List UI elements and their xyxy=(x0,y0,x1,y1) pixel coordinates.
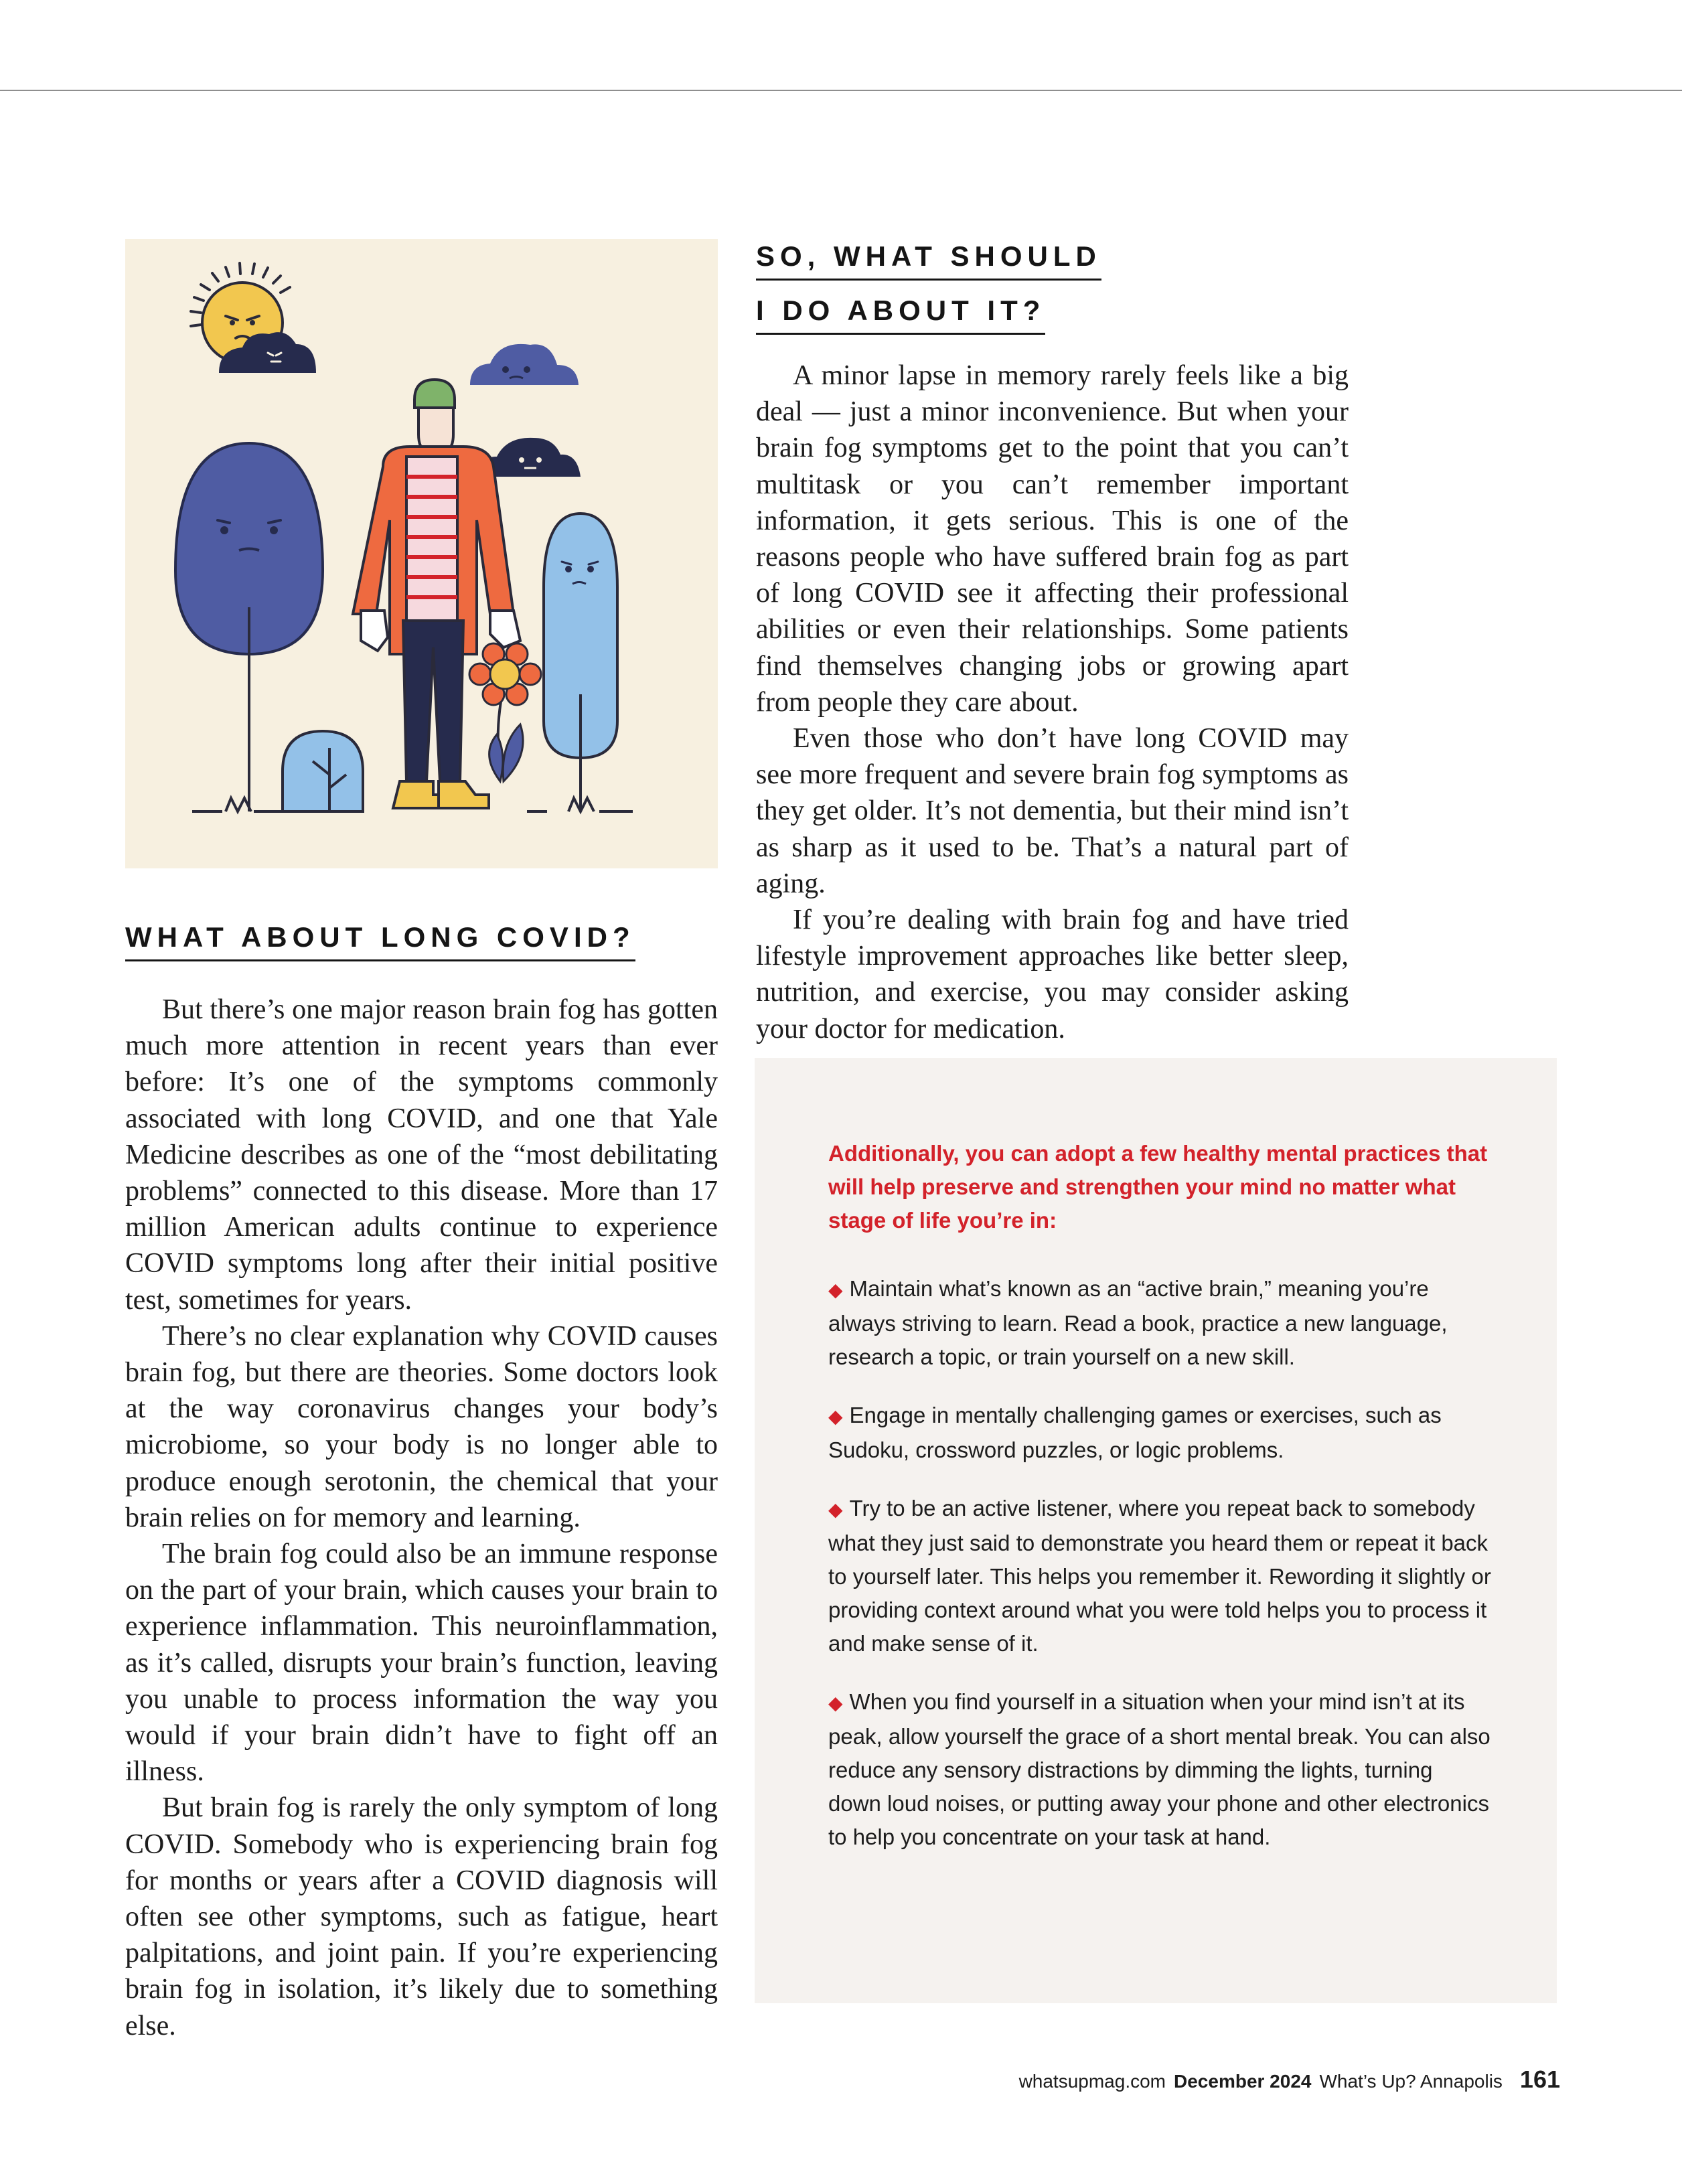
heading-line-2: I DO ABOUT IT? xyxy=(756,297,1045,335)
list-item xyxy=(828,1399,1491,1467)
paragraph: Even those who don’t have long COVID may see more frequent and severe brain fog symptoms as they get older. It’s not dementia, but their mind isn’t as sharp as it used to be. That’s a natural part of aging. xyxy=(756,723,1349,899)
footer-publication: What’s Up? Annapolis xyxy=(1319,2071,1503,2092)
paragraph: If you’re dealing with brain fog and have tried lifestyle improvement approaches like better sleep, nutrition, and exercise, you may consider asking your doctor for medication. xyxy=(756,905,1349,1044)
tips-sidebar xyxy=(755,1058,1557,2003)
footer-site: whatsupmag.com xyxy=(1018,2071,1166,2092)
left-column-body xyxy=(125,992,718,2044)
paragraph: The brain fog could also be an immune response on the part of your brain, which causes your brain to experience inflammation. This neuroinflammation, as it’s called, disrupts your brain’s function, leaving you unable to process information the way you would if your brain didn’t have to fight off an illness. xyxy=(125,1539,718,1788)
list-item-text: Engage in mentally challenging games or exercises, such as Sudoku, crossword puzzles, or logic problems. xyxy=(828,1403,1442,1462)
bush xyxy=(283,731,363,811)
paragraph: But brain fog is rarely the only symptom of long COVID. Somebody who is experiencing brain fog for months or years after a COVID diagnosis will often see other symptoms, such as fatigue, heart palpitations, and joint pain. If you’re experiencing brain fog in isolation, it’s likely due to something else. xyxy=(125,1792,718,2041)
footer-month: December 2024 xyxy=(1174,2071,1312,2092)
heading-what-should-i-do xyxy=(756,242,1101,335)
paragraph: A minor lapse in memory rarely feels like a big deal — just a minor inconvenience. But when your brain fog symptoms get to the point that you can’t multitask or you can’t remember important information, it gets serious. This is one of the reasons people who have suffered brain fog as part of long COVID see it affecting their professional abilities or even their relationships. Some patients find themselves changing jobs or growing apart from people they care about. xyxy=(756,360,1349,718)
page-number: 161 xyxy=(1519,2065,1560,2093)
right-column-body xyxy=(756,358,1349,1047)
heading-long-covid xyxy=(125,923,635,961)
list-item-text: Maintain what’s known as an “active brain,” meaning you’re always striving to learn. Read a book, practice a new language, research a topic, or train yourself on a new skill. xyxy=(828,1276,1448,1369)
sidebar-intro: Additionally, you can adopt a few healthy mental practices that will help preserve and strengthen your mind no matter what stage of life you’re in: xyxy=(828,1141,1488,1233)
sidebar-content xyxy=(828,1137,1491,1879)
diamond-bullet-icon: ◆ xyxy=(828,1499,843,1520)
list-item xyxy=(828,1272,1491,1374)
heading-text: WHAT ABOUT LONG COVID? xyxy=(125,923,635,961)
paragraph: There’s no clear explanation why COVID causes brain fog, but there are theories. Some doctors look at the way coronavirus changes your body’s microbiome, so your body is no longer able to produce enough serotonin, the chemical that your brain relies on for memory and learning. xyxy=(125,1320,718,1533)
list-item-text: Try to be an active listener, where you repeat back to somebody what they just said to demonstrate you heard them or repeat it back to yourself later. This helps you remember it. Rewording it slightly or providing context around what you were told helps you to process it and make sense of it. xyxy=(828,1496,1491,1656)
paragraph: But there’s one major reason brain fog has gotten much more attention in recent years than ever before: It’s one of the symptoms commonly associated with long COVID, and one that Yale Medicine describes as one of the “most debilitating problems” connected to this disease. More than 17 million American adults continue to experience COVID symptoms long after their initial positive test, sometimes for years. xyxy=(125,994,718,1316)
diamond-bullet-icon: ◆ xyxy=(828,1279,843,1300)
brain-fog-illustration xyxy=(125,239,718,868)
top-rule xyxy=(0,90,1682,91)
list-item-text: When you find yourself in a situation when your mind isn’t at its peak, allow yourself the grace of a short mental break. You can also reduce any sensory distractions by dimming the lights, turning down loud noises, or putting away your phone and other electronics to help you concentrate on your task at hand. xyxy=(828,1689,1490,1849)
blue-cloud xyxy=(470,344,579,385)
illustration-svg xyxy=(125,239,718,868)
list-item xyxy=(828,1492,1491,1660)
heading-line-1: SO, WHAT SHOULD xyxy=(756,242,1101,281)
diamond-bullet-icon: ◆ xyxy=(828,1693,843,1713)
diamond-bullet-icon: ◆ xyxy=(828,1406,843,1427)
list-item xyxy=(828,1685,1491,1854)
page-footer xyxy=(1019,2065,1560,2094)
